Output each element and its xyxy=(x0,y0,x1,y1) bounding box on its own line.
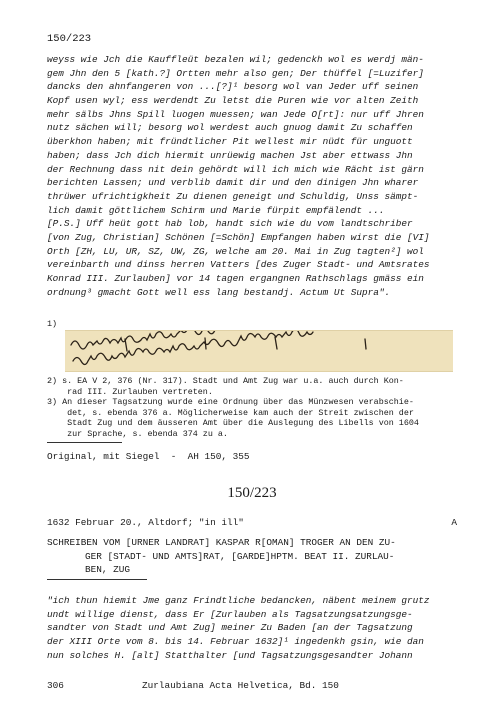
body-line: gem Jhn den 5 [kath.?] Ortten mehr also gen; Der thüffel [=Luzifer] xyxy=(47,67,424,79)
letter-title xyxy=(47,536,459,577)
body-line: dancks den ahnfangeren von ...[?]¹ besorg wol van Jeder uff seinen xyxy=(47,81,419,93)
footnote-line: det, s. ebenda 376 a. Möglicherweise kam auch der Streit zwischen der xyxy=(47,407,414,418)
title-line: GER [STADT- UND AMTS]RAT, [GARDE]HPTM. BEAT II. ZURLAU- xyxy=(85,550,395,562)
quote-line: der XIII Orte vom 8. bis 14. Februar 1632]¹ ingedenkh gsin, wie dan xyxy=(47,636,424,648)
source-line: Original, mit Siegel - AH 150, 355 xyxy=(47,451,250,462)
title-line: SCHREIBEN VOM [URNER LANDRAT] KASPAR R[OMAN] TROGER AN DEN ZU- xyxy=(47,537,396,548)
footnote-line: 2) s. EA V 2, 376 (Nr. 317). Stadt und Amt Zug war u.a. auch durch Kon- xyxy=(47,376,404,386)
body-line: der Rechnung dass nit dein gehördt will ich mich wie Rächt ist gärn xyxy=(47,163,424,175)
letter-quote-text xyxy=(47,594,459,662)
body-line: vereinbarth und dinss herren Vatters [des Zuger Stadt- und Amtsrates xyxy=(47,259,430,271)
footnote-line: rad III. Zurlauben vertreten. xyxy=(47,386,213,397)
letter-body-text xyxy=(47,53,459,299)
title-divider xyxy=(47,579,147,580)
body-line: Konrad III. Zurlauben] vor 14 tagen ergangnen Rathschlags gmäss ein xyxy=(47,273,424,284)
body-line: haben; dass Jch dich hiermit unrüewig machen Jst aber ettwass Jhn xyxy=(47,149,413,161)
body-line: Orth [ZH, LU, UR, SZ, UW, ZG, welche am 20. Mai in Zug tagten²] wol xyxy=(47,245,424,257)
page-footer xyxy=(47,680,457,691)
quote-line: undt willige dienst, dass Er [Zurlauben als Tagsatzungsatzungsge- xyxy=(47,608,413,620)
quote-line: nun solches H. [alt] Statthalter [und Tagsatzungsgesandter Johann xyxy=(47,649,413,661)
footnote-line: Stadt Zug und dem äusseren Amt über die Auslegung des Libells von 1604 xyxy=(47,418,419,429)
manuscript-image xyxy=(65,330,453,372)
footnote-line: 3) An dieser Tagsatzung wurde eine Ordnung über das Münzwesen verabschie- xyxy=(47,397,414,408)
body-line: ordnung³ gmacht Gott well ess lang bestandj. Actum Ut Supra". xyxy=(47,286,391,298)
body-line: lich damit göttlichem Schirm und Marie fürpit empfälendt ... xyxy=(47,204,385,216)
footnotes-block xyxy=(47,376,467,440)
section-divider xyxy=(47,442,122,443)
footnote-marker-1: 1) xyxy=(47,319,58,329)
body-line: mehr sälbs Jhns Spill luogen muessen; wan Jede O[rt]: nur uff Jhren xyxy=(47,108,424,120)
quote-line: sandter von Stadt und Amt Zug] meiner Zu Baden [an der Tagsatzung xyxy=(47,622,413,634)
page-number: 306 xyxy=(47,680,64,691)
section-flag: A xyxy=(451,517,457,528)
section-number: 150/223 xyxy=(227,485,277,501)
footnote-line: zur Sprache, s. ebenda 374 zu a. xyxy=(47,428,228,439)
body-line: [von Zug, Christian] Schönen [=Schön] Empfangen haben wirst die [VI] xyxy=(47,231,430,243)
body-line: weyss wie Jch die Kauffleüt bezalen wil; gedenckh wol es werdj män- xyxy=(47,54,424,65)
body-line: überkhon haben; mit fründtlicher Pit wellest mir nüdt für unguott xyxy=(47,136,413,148)
body-line: nutz sächen will; besorg wol werdest auch gnuog damit Zu schaffen xyxy=(47,122,413,134)
title-line: BEN, ZUG xyxy=(85,564,131,576)
body-line: [P.S.] Uff heüt gott hab lob, handt sich wie du vom landtschriber xyxy=(47,218,413,230)
document-id-header: 150/223 xyxy=(47,33,92,45)
date-place: 1632 Februar 20., Altdorf; "in ill" xyxy=(47,517,244,528)
handwriting-scribble xyxy=(65,331,453,371)
quote-line: "ich thun hiemit Jme ganz Frindtliche bedancken, näbent meinem grutz xyxy=(47,595,430,606)
journal-title: Zurlaubiana Acta Helvetica, Bd. 150 xyxy=(142,680,339,691)
body-line: thrüwer ufrichtigkheit Zu dienen geneigt und Schuldig, Unss sämpt- xyxy=(47,190,419,202)
body-line: berichten Lassen; und verblib damit dir und den dinigen Jhn wharer xyxy=(47,177,419,189)
date-place-line xyxy=(47,517,457,528)
body-line: Kopf usen wyl; ess werdendt Zu letst die Puren wie vor alten Zeith xyxy=(47,95,419,107)
